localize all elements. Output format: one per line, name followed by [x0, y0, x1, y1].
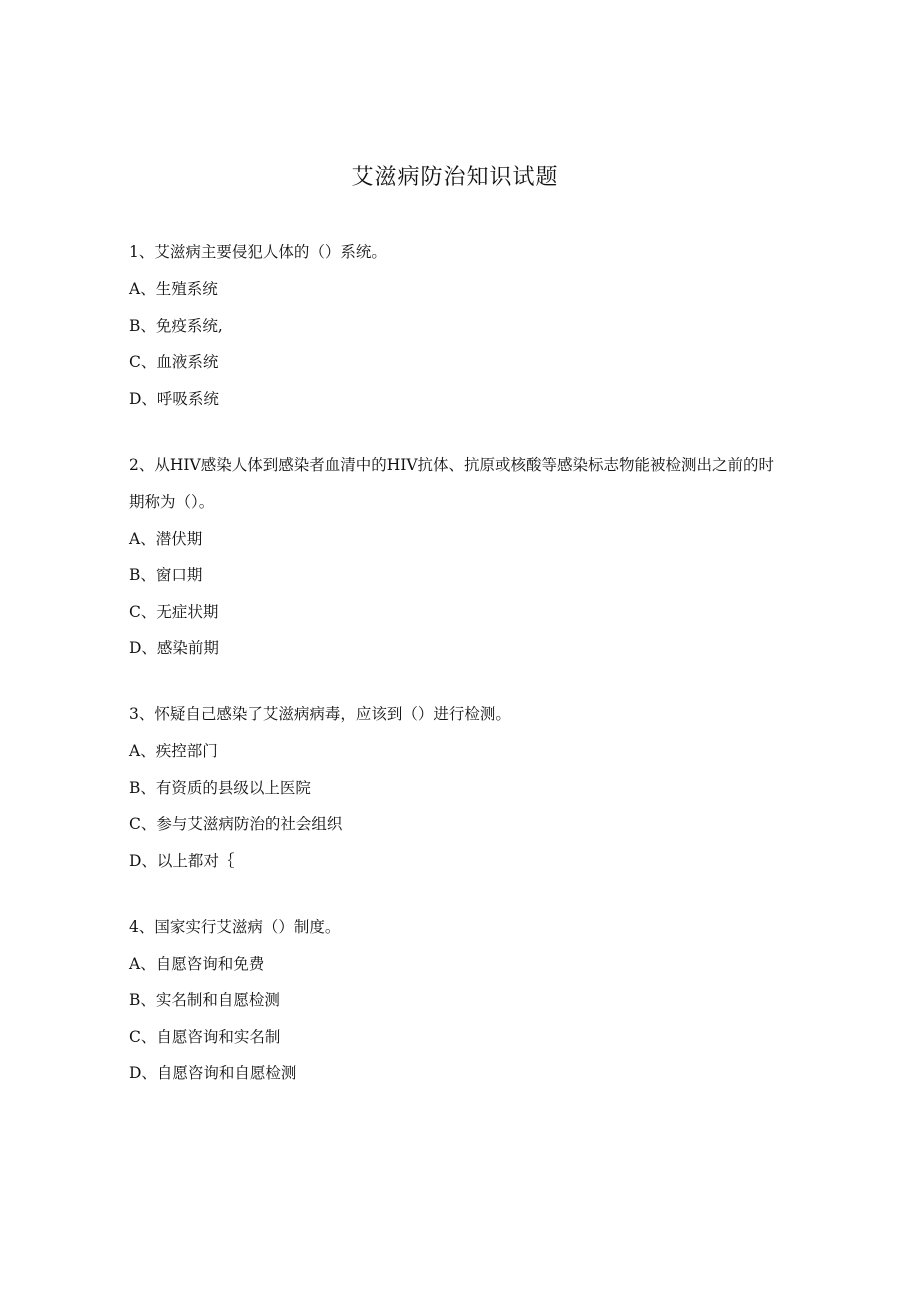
question-text: 3、怀疑自己感染了艾滋病病毒，应该到（）进行检测。: [129, 705, 511, 723]
option-b: B、有资质的县级以上医院: [129, 778, 311, 797]
option-b: B、免疫系统,: [129, 316, 223, 335]
option-a: A、疾控部门: [129, 742, 218, 760]
option-d: D、以上都对｛: [129, 851, 235, 870]
option-a: A、生殖系统: [129, 280, 218, 298]
option-b: B、窗口期: [129, 566, 203, 584]
option-d: D、感染前期: [129, 639, 219, 657]
option-c: C、参与艾滋病防治的社会组织: [129, 815, 343, 833]
option-d: D、自愿咨询和自愿检测: [129, 1064, 297, 1082]
question-1: [129, 234, 789, 411]
option-b: B、实名制和自愿检测: [129, 991, 280, 1009]
option-c: C、自愿咨询和实名制: [129, 1027, 281, 1046]
question-text: 1、艾滋病主要侵犯人体的（）系统。: [129, 243, 387, 261]
question-2: [129, 447, 789, 661]
option-c: C、血液系统: [129, 353, 219, 371]
question-3: [129, 696, 789, 873]
option-a: A、潜伏期: [129, 529, 203, 548]
question-list: [129, 234, 789, 1121]
question-text: 4、国家实行艾滋病（）制度。: [129, 917, 341, 936]
question-4: [129, 909, 789, 1086]
option-d: D、呼吸系统: [129, 389, 219, 408]
option-c: C、无症状期: [129, 602, 219, 621]
option-a: A、自愿咨询和免费: [129, 954, 265, 973]
page-title: 艾滋病防治知识试题: [351, 165, 559, 190]
question-text: 2、从HIV感染人体到感染者血清中的HIV抗体、抗原或核酸等感染标志物能被检测出之前的时期称为（）。: [129, 455, 775, 511]
